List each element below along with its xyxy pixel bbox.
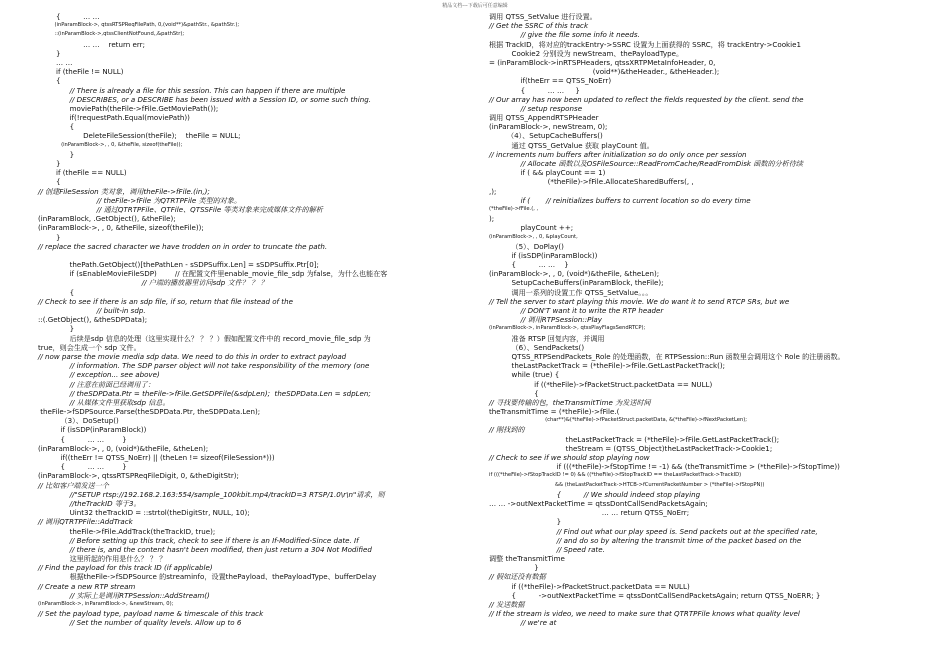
code-line: (inParamBlock, .GetObject(), &theFile); [38,214,176,224]
code-line: } [38,324,75,334]
code-line: // 从媒体文件里获取sdp 信息。 [38,397,170,407]
code-line: (inParamBlock->, , 0, &theFile, sizeof(theFile)); [38,223,204,233]
code-line: // Get the SSRC of this track [489,21,589,31]
code-line: // Find the payload for this track ID (if applicable) [38,563,213,573]
code-line: moviePath(theFile->fFile.GetMoviePath()); [38,103,219,113]
code-line: if (isSDP(inParamBlock)) [38,425,147,435]
code-line: // information. The SDP parser object will not take responsibility of the memory (one [38,361,370,371]
code-line: if (((*theFile)->fStopTime != -1) && (theTransmitTime > (*theFile)->fStopTime)) [489,462,840,472]
code-line: // 注意在前面已经调用了： [38,379,155,389]
code-line: = (inParamBlock->inRTSPHeaders, qtssXRTPMetaInfoHeader, 0, [489,57,716,67]
code-line: (void**)&theHeader., &theHeader.); [489,67,720,77]
code-line: { [38,287,75,297]
code-line: ::(.GetObject(), &theSDPData); [38,315,148,325]
code-line: 通过 QTSS_GetValue 获取 playCount 值。 [489,140,654,150]
code-line: { [38,122,75,132]
code-line: 准备 RTSP 回复内容，并调用 [489,333,605,343]
code-line: // Speed rate. [489,544,605,554]
code-line: // setup response [489,103,583,113]
code-line: // If the stream is video, we need to make sure that QTRTPFile knows what quality level [489,609,800,619]
code-line: } [38,48,61,58]
code-line: 这里所起的作用是什么？ ？ ？ [38,554,167,564]
code-line: true，则会生成一个 sdp 文件。 [38,342,141,352]
code-line: // there is, and the content hasn't been modified, then just return a 304 Not Modified [38,544,372,554]
code-line: if ((*theFile)->fPacketStruct.packetData == NULL) [489,379,713,389]
code-line: { [38,177,61,187]
code-line: // exception... see above) [38,370,160,380]
code-line: ::(inParamBlock->,qtssClientNotFound,,&pathStr); [38,31,185,38]
code-line: // 刚找到的 [489,425,525,435]
code-line: // Check to see if we should stop playing now [489,453,650,462]
code-line: // 寻找要传输的包，theTransmitTime 为发送时间 [489,397,651,407]
code-line: // Tell the server to start playing this movie. We do want it to send RTCP SRs, but we [489,296,790,306]
code-line: （4）、SetupCacheBuffers() [489,131,603,141]
code-line: 根据theFile->fSDPSource 的streaminfo，设置thePayload、thePayloadType、bufferDelay [38,572,377,582]
left-column [38,12,458,628]
code-line: { … … [38,12,100,21]
code-line: if(!requestPath.Equal(moviePath)) [38,113,190,123]
code-line: … … ->outNextPacketTime = qtssDontCallSendPacketsAgain; [489,498,708,508]
code-line: (*theFile)->fFile.AllocateSharedBuffers(, , [489,177,694,187]
code-line: // and do so by altering the transmit time of the packet based on the [489,535,802,545]
code-line: && (theLastPacketTrack->HTCB->fCurrentPacketNumber > (*theFile)->fStopPN)) [489,481,765,488]
code-line: QTSS_RTPSendPackets_Role 的处理函数，在 RTPSession::Run 函数里会调用这个 Role 的注册函数。 [489,351,845,361]
code-line: } [489,563,539,573]
code-line: // Set the number of quality levels. Allow up to 6 [38,618,242,628]
code-line: （6）、SendPackets() [489,342,585,352]
right-column [489,12,919,628]
code-line: } [489,517,562,527]
code-line: if(theErr == QTSS_NoErr) [489,76,612,86]
code-line: // Before setting up this track, check to see if there is an If-Modified-Since date. If [38,535,359,545]
code-line: (*theFile)->fFile.(, , [489,205,539,212]
code-line: // theSDPData.Ptr = theFile->fFile.GetSDPFile(&sdpLen); theSDPData.Len = sdpLen; [38,388,371,398]
code-line: // now parse the movie media sdp data. We need to do this in order to extract payload [38,351,347,361]
code-line: (inParamBlock->, , 0, (void*)&theFile, &theLen); [489,269,660,279]
code-line: while (true) { [489,370,560,380]
code-line: { … … } [489,260,569,270]
code-line: 根据 TrackID，将对应的trackEntry->SSRC 设置为上面获得的 SSRC，将 trackEntry->Cookie1 [489,39,801,49]
code-line: // There is already a file for this session. This can happen if there are multiple [38,85,346,95]
code-line: theLastPacketTrack = (*theFile)->fFile.GetLastPacketTrack(); [489,361,726,371]
code-line: (inParamBlock->, , 0, (void*)&theFile, &theLen); [38,443,209,453]
code-line: ,); [489,186,497,196]
page-header: 精品文档---下载后可任意编辑 [442,3,508,9]
code-line: { ->outNextPacketTime = qtssDontCallSendPacketsAgain; return QTSS_NoERR; } [489,590,821,600]
code-line: 调用一系列的设置工作 QTSS_SetValue。。。 [489,287,653,297]
code-line: // 实际上是调用RTPSession::AddStream() [38,590,210,600]
code-line: 后续是sdp 信息的处理（这里实现什么？ ？ ？）假如配置文件中的 record_movie_file_sdp 为 [38,333,371,343]
code-line: 调用 QTSS_AppendRTSPHeader [489,113,599,123]
code-line: theStream = (QTSS_Object)theLastPacketTrack->Cookie1; [489,443,773,453]
code-line: Cookie2 分别设为 newStream、thePayloadType。 [489,48,684,58]
code-line: // Find out what our play speed is. Send packets out at the specified rate, [489,526,818,536]
code-line: } [38,159,61,168]
code-line: 调用 QTSS_SetValue 进行设置。 [489,12,597,21]
code-line: // Allocate 函数以及OSFileSource::ReadFromCache/ReadFromDisk 函数的分析待续 [489,159,803,168]
code-line: { // We should indeed stop playing [489,489,701,499]
code-line: … … [38,57,73,67]
code-line: DeleteFileSession(theFile); theFile = NULL; [38,131,241,141]
code-line: (inParamBlock->, qtssRTSPReqFilePath, 0,(void**)&pathStr., &pathStr.); [38,22,240,29]
code-line: } [38,232,61,242]
code-line: //"SETUP rtsp://192.168.2.163:554/sample_100kbit.mp4/trackID=3 RTSP/1.0\r\n"请求，则 [38,489,385,499]
code-line: … … return err; [38,39,145,49]
code-line: ); [489,214,495,224]
code-line: // replace the sacred character we have trodden on in order to truncate the path. [38,241,328,251]
code-line: theLastPacketTrack = (*theFile)->fFile.GetLastPacketTrack(); [489,434,780,444]
code-line: // built-in sdp. [38,306,146,315]
code-line: (char**)&(*theFile)->fPacketStruct.packetData, &(*theFile)->fNextPacketLen); [489,417,748,424]
code-line: // increments num buffers after initialization so do only once per session [489,149,747,159]
code-line: theFile->fSDPSource.Parse(theSDPData.Ptr, theSDPData.Len); [38,407,261,417]
code-line: // 假如还没有数据 [489,572,546,582]
code-line: if (sEnableMovieFileSDP) // 在配置文件里enable_movie_file_sdp 为false，为什么也能在客 [38,269,388,279]
code-line: // Set the payload type, payload name & timescale of this track [38,609,264,619]
code-line: playCount ++; [489,223,574,233]
code-line: if (theFile == NULL) [38,168,127,178]
code-line: 调整 theTransmitTime [489,554,565,564]
code-line: if ((*theFile)->fPacketStruct.packetData == NULL) [489,581,690,591]
code-line: // 通过QTRTPFile、QTFile、QTSSFile 等类对象来完成媒体文件的解析 [38,204,323,214]
code-line: Uint32 theTrackID = ::strtol(theDigitStr, NULL, 10); [38,508,250,518]
code-line: // DON'T want it to write the RTP header [489,306,664,315]
code-line: (inParamBlock->, inParamBlock->, qtssPlayFlagsSendRTCP); [489,325,646,332]
code-line: if (isSDP(inParamBlock)) [489,250,598,260]
code-line: // we're at [489,618,557,628]
code-line: （5）、DoPlay() [489,241,564,251]
code-line: { [38,76,61,86]
code-line: // 创建FileSession 类对象，调用theFile->fFile.(in,); [38,186,210,196]
code-line: if((theErr != QTSS_NoErr) || (theLen != sizeof(FileSession*))) [38,453,275,462]
code-line: { … … } [489,85,580,95]
code-line: if (((*theFile)->fStopTrackID != 0) && ((*theFile)->fStopTrackID == theLastPacketTrack->TrackID) [489,472,742,479]
code-line: (inParamBlock->, , 0, &playCount, [489,233,578,240]
code-line: { … … } [38,434,127,444]
code-line: if ( // reinitializes buffers to current location so do every time [489,195,751,205]
code-line: (inParamBlock->, qtssRTSPReqFileDigit, 0, &theDigitStr); [38,471,239,481]
code-line: // 户端的播放器里访问sdp 文件？ ？ ？ [38,278,268,288]
code-line: （3）、DoSetup() [38,416,119,426]
code-line: // Our array has now been updated to reflect the fields requested by the client. send the [489,94,804,104]
code-line: // Check to see if there is an sdp file, if so, return that file instead of the [38,296,293,306]
code-line: (inParamBlock->, inParamBlock->, &newStream, 0); [38,601,174,607]
code-line [38,251,458,260]
code-line: theTransmitTime = (*theFile)->fFile.( [489,407,620,417]
code-line: // give the file some info it needs. [489,30,640,40]
code-line: { … … } [38,462,127,472]
code-line: // 调用RTPSession::Play [489,315,602,325]
code-line: if ( && playCount == 1) [489,168,606,178]
code-line: (inParamBlock->, , 0, &theFile, sizeof(theFile)); [38,141,183,148]
code-line: // DESCRIBES, or a DESCRIBE has been issued with a Session ID, or some such thing. [38,94,371,104]
code-line: // 发送数据 [489,600,525,609]
code-line: SetupCacheBuffers(inParamBlock, theFile); [489,278,664,288]
code-line: (inParamBlock->, newStream, 0); [489,122,608,132]
code-line: if (theFile != NULL) [38,67,124,77]
code-line: // 调用QTRTPFile::AddTrack [38,517,133,527]
code-line: { [489,388,539,398]
code-line: thePath.GetObject()[thePathLen - sSDPSuffix.Len] = sSDPSuffix.Ptr[0]; [38,260,319,270]
code-line: } [38,149,75,159]
code-line: // theFile->fFile 为QTRTPFile 类型的对象。 [38,195,242,205]
code-line: theFile->fFile.AddTrack(theTrackID, true); [38,526,216,536]
code-line: //theTrackID 等于3。 [38,498,141,508]
code-line: // 比如客户端发送一个 [38,480,109,490]
code-line: … … return QTSS_NoErr; [489,508,690,518]
code-line: // Create a new RTP stream [38,581,136,591]
